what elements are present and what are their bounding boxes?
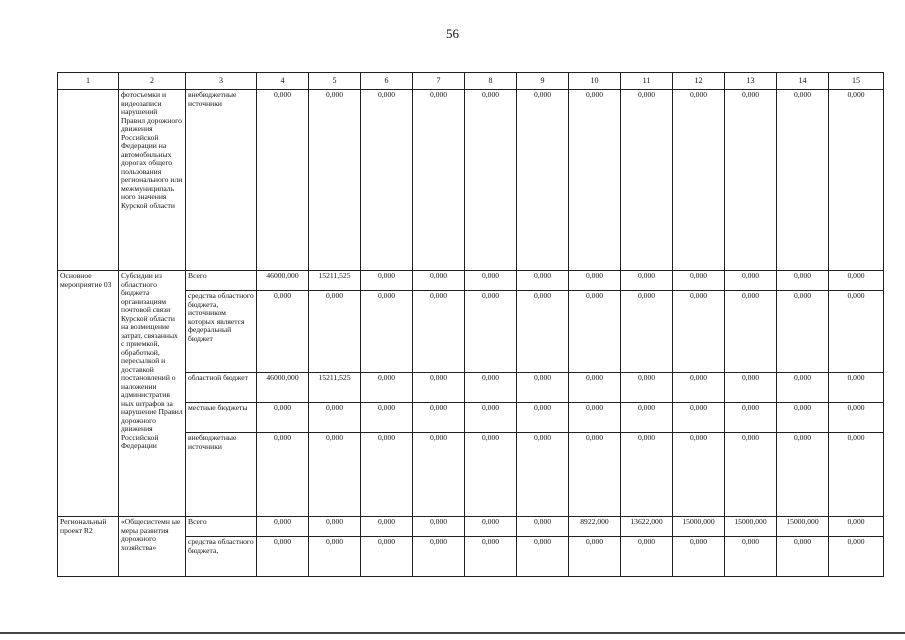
cell-value: 0,000 xyxy=(465,517,517,537)
cell-value: 0,000 xyxy=(673,291,725,373)
cell-source: средства областного бюджета, xyxy=(186,537,257,577)
cell-value: 0,000 xyxy=(465,537,517,577)
cell-description: «Общесистемн ые меры развития дорожного хозяйства» xyxy=(119,517,186,577)
cell-value: 0,000 xyxy=(621,291,673,373)
cell-value: 0,000 xyxy=(517,291,569,373)
cell-value: 0,000 xyxy=(725,433,777,517)
cell-value: 0,000 xyxy=(777,403,829,433)
cell-value: 0,000 xyxy=(777,291,829,373)
header-row xyxy=(58,73,884,90)
cell-value: 0,000 xyxy=(829,537,884,577)
cell-value: 0,000 xyxy=(777,90,829,271)
cell-value: 0,000 xyxy=(621,271,673,291)
cell-source: Всего xyxy=(186,271,257,291)
cell-description: фотосъемки и видеозаписи нарушений Правил дорожного движения Российской Федерации на автомобильных дорогах общего пользования регионального или межмуниципаль ного значения Курской области xyxy=(119,90,186,271)
cell-value: 0,000 xyxy=(517,90,569,271)
cell-value: 0,000 xyxy=(569,90,621,271)
cell-value: 0,000 xyxy=(673,373,725,403)
cell-value: 0,000 xyxy=(465,90,517,271)
cell-value: 15000,000 xyxy=(725,517,777,537)
page-bottom-edge xyxy=(0,632,905,634)
cell-value: 0,000 xyxy=(725,271,777,291)
cell-value: 0,000 xyxy=(517,373,569,403)
cell-value: 0,000 xyxy=(465,271,517,291)
cell-value: 0,000 xyxy=(413,373,465,403)
cell-value: 0,000 xyxy=(725,537,777,577)
cell-value: 0,000 xyxy=(361,271,413,291)
cell-value: 15211,525 xyxy=(309,271,361,291)
cell-event: Региональный проект R2 xyxy=(58,517,119,577)
column-header: 2 xyxy=(119,73,186,90)
cell-value: 0,000 xyxy=(517,403,569,433)
column-header: 8 xyxy=(465,73,517,90)
cell-value: 0,000 xyxy=(569,537,621,577)
cell-value: 0,000 xyxy=(673,537,725,577)
cell-value: 0,000 xyxy=(517,433,569,517)
cell-value: 0,000 xyxy=(413,291,465,373)
cell-value: 0,000 xyxy=(257,433,309,517)
column-header: 7 xyxy=(413,73,465,90)
cell-value: 0,000 xyxy=(309,433,361,517)
cell-value: 0,000 xyxy=(621,90,673,271)
cell-value: 0,000 xyxy=(517,271,569,291)
cell-value: 0,000 xyxy=(309,90,361,271)
cell-value: 0,000 xyxy=(673,403,725,433)
cell-value: 0,000 xyxy=(465,433,517,517)
cell-value: 0,000 xyxy=(257,537,309,577)
table-row xyxy=(58,271,884,291)
column-header: 11 xyxy=(621,73,673,90)
cell-value: 46000,000 xyxy=(257,373,309,403)
cell-value: 0,000 xyxy=(413,433,465,517)
cell-value: 0,000 xyxy=(413,403,465,433)
cell-value: 0,000 xyxy=(829,403,884,433)
cell-value: 0,000 xyxy=(673,271,725,291)
cell-value: 0,000 xyxy=(777,537,829,577)
cell-value: 0,000 xyxy=(621,433,673,517)
cell-value: 0,000 xyxy=(361,403,413,433)
cell-value: 0,000 xyxy=(829,517,884,537)
cell-value: 0,000 xyxy=(725,291,777,373)
cell-value: 0,000 xyxy=(673,90,725,271)
table-body xyxy=(58,90,884,577)
cell-value: 0,000 xyxy=(309,517,361,537)
cell-value: 0,000 xyxy=(413,271,465,291)
cell-value: 0,000 xyxy=(777,271,829,291)
cell-value: 0,000 xyxy=(361,90,413,271)
cell-value: 0,000 xyxy=(725,373,777,403)
cell-value: 0,000 xyxy=(413,90,465,271)
column-header: 10 xyxy=(569,73,621,90)
column-header: 5 xyxy=(309,73,361,90)
page-number: 56 xyxy=(446,26,459,41)
cell-value: 0,000 xyxy=(621,373,673,403)
cell-value: 15211,525 xyxy=(309,373,361,403)
cell-value: 0,000 xyxy=(257,90,309,271)
cell-source: внебюджетные источники xyxy=(186,433,257,517)
cell-source: внебюджетные источники xyxy=(186,90,257,271)
cell-value: 0,000 xyxy=(725,90,777,271)
column-header: 3 xyxy=(186,73,257,90)
cell-value: 0,000 xyxy=(829,271,884,291)
cell-value: 0,000 xyxy=(517,537,569,577)
cell-value: 0,000 xyxy=(257,517,309,537)
cell-value: 13622,000 xyxy=(621,517,673,537)
cell-value: 0,000 xyxy=(465,373,517,403)
column-header: 15 xyxy=(829,73,884,90)
cell-value: 0,000 xyxy=(673,433,725,517)
cell-value: 0,000 xyxy=(569,373,621,403)
column-header: 12 xyxy=(673,73,725,90)
cell-value: 0,000 xyxy=(413,537,465,577)
cell-value: 15000,000 xyxy=(777,517,829,537)
cell-value: 0,000 xyxy=(569,271,621,291)
cell-value: 46000,000 xyxy=(257,271,309,291)
cell-value: 15000,000 xyxy=(673,517,725,537)
cell-source: областной бюджет xyxy=(186,373,257,403)
cell-source: средства областного бюджета, источником которых является федеральный бюджет xyxy=(186,291,257,373)
cell-value: 0,000 xyxy=(621,403,673,433)
cell-value: 0,000 xyxy=(361,433,413,517)
cell-value: 0,000 xyxy=(413,517,465,537)
cell-value: 0,000 xyxy=(517,517,569,537)
cell-value: 0,000 xyxy=(621,537,673,577)
cell-event xyxy=(58,90,119,271)
cell-value: 0,000 xyxy=(465,291,517,373)
cell-value: 0,000 xyxy=(361,291,413,373)
cell-value: 0,000 xyxy=(777,433,829,517)
cell-source: местные бюджеты xyxy=(186,403,257,433)
cell-value: 0,000 xyxy=(829,373,884,403)
column-header: 9 xyxy=(517,73,569,90)
cell-value: 8922,000 xyxy=(569,517,621,537)
table-row xyxy=(58,517,884,537)
cell-value: 0,000 xyxy=(725,403,777,433)
cell-event: Основное мероприятие 03 xyxy=(58,271,119,517)
cell-description: Субсидии из областного бюджета организациям почтовой связи Курской области на возмещение затрат, связанных с приемкой, обработкой, пересылкой и доставкой постановлений о наложении административ ных штрафов за нарушение Правил дорожного движения Российской Федерации xyxy=(119,271,186,517)
cell-value: 0,000 xyxy=(309,403,361,433)
cell-value: 0,000 xyxy=(257,403,309,433)
cell-value: 0,000 xyxy=(257,291,309,373)
cell-value: 0,000 xyxy=(465,403,517,433)
cell-value: 0,000 xyxy=(361,373,413,403)
cell-source: Всего xyxy=(186,517,257,537)
table-row xyxy=(58,90,884,271)
column-header: 1 xyxy=(58,73,119,90)
budget-table xyxy=(57,72,884,577)
cell-value: 0,000 xyxy=(361,537,413,577)
cell-value: 0,000 xyxy=(829,433,884,517)
column-header: 13 xyxy=(725,73,777,90)
cell-value: 0,000 xyxy=(569,433,621,517)
column-header: 6 xyxy=(361,73,413,90)
cell-value: 0,000 xyxy=(309,291,361,373)
cell-value: 0,000 xyxy=(829,291,884,373)
column-header: 14 xyxy=(777,73,829,90)
cell-value: 0,000 xyxy=(829,90,884,271)
cell-value: 0,000 xyxy=(569,291,621,373)
column-header: 4 xyxy=(257,73,309,90)
cell-value: 0,000 xyxy=(309,537,361,577)
cell-value: 0,000 xyxy=(361,517,413,537)
cell-value: 0,000 xyxy=(777,373,829,403)
cell-value: 0,000 xyxy=(569,403,621,433)
